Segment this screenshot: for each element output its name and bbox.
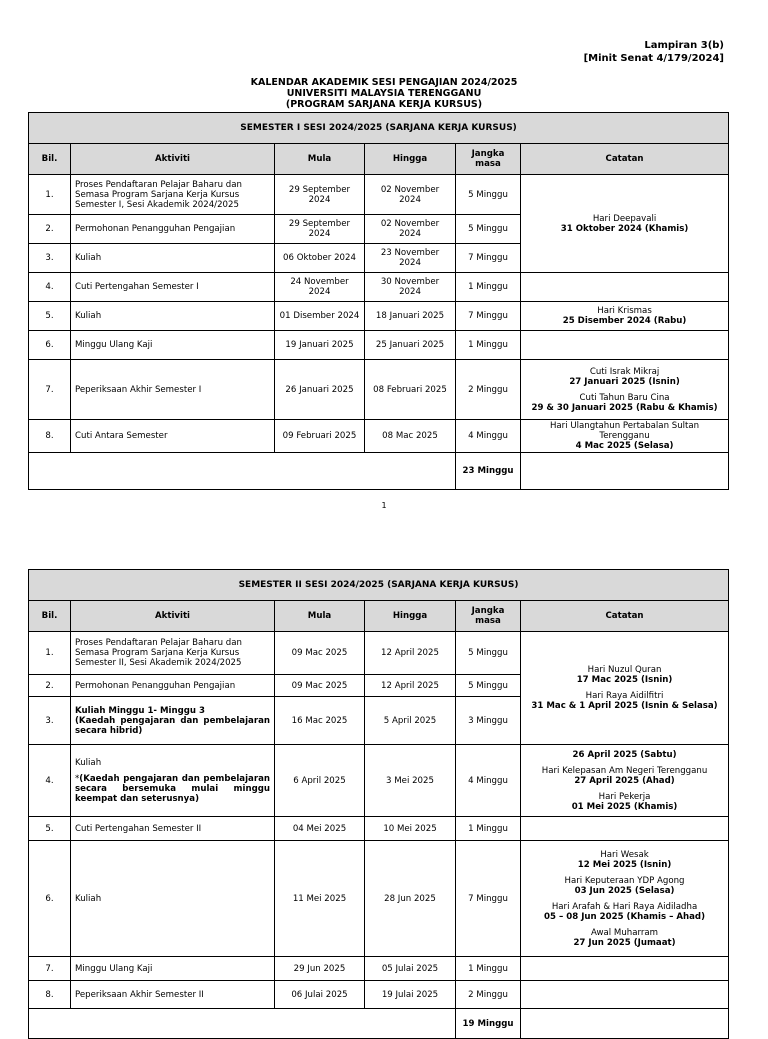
table-row (29, 175, 729, 215)
col-aktiviti: Aktiviti (71, 144, 275, 175)
row-jangka: 4 Minggu (456, 745, 521, 817)
row-bil: 1. (29, 632, 71, 675)
holiday-name: Hari Pekerja (598, 791, 651, 802)
row-aktiviti: Proses Pendaftaran Pelajar Baharu dan Semasa Program Sarjana Kerja Kursus Semester I, Sesi Akademik 2024/2025 (71, 175, 275, 215)
row-aktiviti (71, 697, 275, 745)
row-bil: 5. (29, 302, 71, 331)
total-blank (29, 453, 456, 490)
row-mula: 06 Oktober 2024 (275, 244, 365, 273)
holiday-date: 26 April 2025 (Sabtu) (572, 749, 677, 760)
row-hingga: 02 November 2024 (365, 175, 456, 215)
table-row (29, 817, 729, 841)
total-catatan (521, 453, 729, 490)
total-weeks: 23 Minggu (456, 453, 521, 490)
row-hingga: 12 April 2025 (365, 632, 456, 675)
semester-1-table (28, 112, 729, 490)
row-aktiviti: Cuti Antara Semester (71, 420, 275, 453)
row-aktiviti: Permohonan Penangguhan Pengajian (71, 675, 275, 697)
row-jangka: 5 Minggu (456, 215, 521, 244)
row-bil: 7. (29, 360, 71, 420)
catatan-empty (521, 957, 729, 981)
row-hingga: 12 April 2025 (365, 675, 456, 697)
row-jangka: 5 Minggu (456, 632, 521, 675)
minit-senat-label: [Minit Senat 4/179/2024] (583, 53, 724, 64)
row-jangka: 7 Minggu (456, 302, 521, 331)
holiday-name: Hari Arafah & Hari Raya Aidiladha (551, 901, 698, 912)
holiday-date: 31 Mac & 1 April 2025 (Isnin & Selasa) (531, 701, 718, 711)
holiday-name: Hari Krismas (597, 306, 652, 316)
col-aktiviti: Aktiviti (71, 601, 275, 632)
holiday-date: 27 Jun 2025 (Jumaat) (573, 937, 676, 948)
semester-2-table (28, 569, 729, 1039)
row-bil: 1. (29, 175, 71, 215)
row-aktiviti: Peperiksaan Akhir Semester I (71, 360, 275, 420)
table-row (29, 745, 729, 817)
row-mula: 09 Mac 2025 (275, 632, 365, 675)
row-bil: 8. (29, 420, 71, 453)
row-hingga: 28 Jun 2025 (365, 841, 456, 957)
asterisk-mark: * (75, 773, 80, 784)
col-jangka-masa: Jangka masa (456, 601, 521, 632)
row-bil: 3. (29, 244, 71, 273)
catatan-empty (521, 817, 729, 841)
row-bil: 2. (29, 215, 71, 244)
total-weeks: 19 Minggu (456, 1009, 521, 1039)
holiday-name: Cuti Israk Mikraj (589, 366, 660, 377)
row-jangka: 2 Minggu (456, 981, 521, 1009)
row-hingga: 3 Mei 2025 (365, 745, 456, 817)
table-row (29, 957, 729, 981)
table-row (29, 632, 729, 675)
catatan-israk-cina (521, 360, 729, 420)
catatan-nuzul-aidilfitri (521, 632, 729, 745)
row-hingga: 05 Julai 2025 (365, 957, 456, 981)
aktiviti-label: Kuliah Minggu 1- Minggu 3 (75, 705, 206, 716)
col-bil: Bil. (29, 144, 71, 175)
row-aktiviti (71, 745, 275, 817)
row-mula: 29 September 2024 (275, 215, 365, 244)
row-bil: 6. (29, 841, 71, 957)
holiday-date: 4 Mac 2025 (Selasa) (575, 441, 674, 451)
table-row (29, 981, 729, 1009)
row-hingga: 23 November 2024 (365, 244, 456, 273)
title-line-1: KALENDAR AKADEMIK SESI PENGAJIAN 2024/2025 (250, 77, 518, 88)
lampiran-label: Lampiran 3(b) (644, 40, 724, 51)
row-mula: 09 Februari 2025 (275, 420, 365, 453)
holiday-date: 17 Mac 2025 (Isnin) (576, 675, 673, 685)
row-bil: 6. (29, 331, 71, 360)
col-mula: Mula (275, 601, 365, 632)
row-bil: 5. (29, 817, 71, 841)
row-hingga: 18 Januari 2025 (365, 302, 456, 331)
row-hingga: 10 Mei 2025 (365, 817, 456, 841)
row-bil: 2. (29, 675, 71, 697)
page-number: 1 (381, 501, 387, 510)
row-aktiviti: Minggu Ulang Kaji (71, 331, 275, 360)
row-jangka: 1 Minggu (456, 331, 521, 360)
row-bil: 4. (29, 273, 71, 302)
holiday-date: 31 Oktober 2024 (Khamis) (560, 223, 689, 234)
row-mula: 16 Mac 2025 (275, 697, 365, 745)
col-hingga: Hingga (365, 601, 456, 632)
catatan-krismas (521, 302, 729, 331)
row-jangka: 5 Minggu (456, 675, 521, 697)
row-mula: 04 Mei 2025 (275, 817, 365, 841)
catatan-empty (521, 981, 729, 1009)
row-jangka: 1 Minggu (456, 817, 521, 841)
row-mula: 26 Januari 2025 (275, 360, 365, 420)
holiday-date: 03 Jun 2025 (Selasa) (574, 885, 675, 896)
document-reference (584, 39, 724, 65)
catatan-wesak-muharram (521, 841, 729, 957)
row-jangka: 1 Minggu (456, 273, 521, 302)
col-catatan: Catatan (521, 601, 729, 632)
catatan-deepavali (521, 175, 729, 273)
holiday-date: 25 Disember 2024 (Rabu) (562, 316, 687, 326)
holiday-date: 05 – 08 Jun 2025 (Khamis – Ahad) (544, 911, 706, 922)
row-mula: 11 Mei 2025 (275, 841, 365, 957)
semester-1-title: SEMESTER I SESI 2024/2025 (SARJANA KERJA KURSUS) (29, 113, 729, 144)
row-aktiviti: Permohonan Penangguhan Pengajian (71, 215, 275, 244)
row-mula: 19 Januari 2025 (275, 331, 365, 360)
holiday-date: 27 Januari 2025 (Isnin) (569, 376, 680, 387)
catatan-kelepasan-pekerja (521, 745, 729, 817)
row-aktiviti: Kuliah (71, 244, 275, 273)
row-aktiviti: Kuliah (71, 841, 275, 957)
holiday-name: Hari Ulangtahun Pertabalan Sultan Terengganu (549, 421, 700, 441)
table-row (29, 420, 729, 453)
row-hingga: 08 Mac 2025 (365, 420, 456, 453)
row-mula: 29 Jun 2025 (275, 957, 365, 981)
row-jangka: 2 Minggu (456, 360, 521, 420)
row-mula: 06 Julai 2025 (275, 981, 365, 1009)
row-bil: 7. (29, 957, 71, 981)
holiday-date: 12 Mei 2025 (Isnin) (577, 859, 672, 870)
row-jangka: 5 Minggu (456, 175, 521, 215)
holiday-name: Hari Kelepasan Am Negeri Terengganu (541, 765, 708, 776)
document-title (0, 77, 768, 110)
row-aktiviti: Kuliah (71, 302, 275, 331)
holiday-name: Hari Raya Aidilfitri (585, 691, 664, 701)
title-line-2: UNIVERSITI MALAYSIA TERENGGANU (286, 88, 482, 99)
table-row (29, 360, 729, 420)
col-catatan: Catatan (521, 144, 729, 175)
table-row (29, 273, 729, 302)
row-aktiviti: Peperiksaan Akhir Semester II (71, 981, 275, 1009)
row-jangka: 3 Minggu (456, 697, 521, 745)
row-bil: 4. (29, 745, 71, 817)
catatan-empty (521, 273, 729, 302)
row-aktiviti: Cuti Pertengahan Semester II (71, 817, 275, 841)
holiday-name: Hari Keputeraan YDP Agong (564, 875, 685, 886)
row-jangka: 4 Minggu (456, 420, 521, 453)
row-bil: 8. (29, 981, 71, 1009)
catatan-sultan (521, 420, 729, 453)
row-hingga: 02 November 2024 (365, 215, 456, 244)
row-hingga: 19 Julai 2025 (365, 981, 456, 1009)
aktiviti-note: (Kaedah pengajaran dan pembelajaran secara bersemuka mulai minggu keempat dan seterusnya) (75, 773, 270, 804)
col-mula: Mula (275, 144, 365, 175)
aktiviti-label: Kuliah (75, 757, 102, 768)
holiday-name: Awal Muharram (590, 927, 659, 938)
semester-2-title: SEMESTER II SESI 2024/2025 (SARJANA KERJA KURSUS) (29, 570, 729, 601)
holiday-name: Hari Wesak (600, 849, 649, 860)
aktiviti-note: (Kaedah pengajaran dan pembelajaran secara hibrid) (75, 715, 270, 736)
row-jangka: 1 Minggu (456, 957, 521, 981)
row-mula: 29 September 2024 (275, 175, 365, 215)
row-mula: 6 April 2025 (275, 745, 365, 817)
row-mula: 09 Mac 2025 (275, 675, 365, 697)
col-jangka-masa: Jangka masa (456, 144, 521, 175)
catatan-empty (521, 331, 729, 360)
col-bil: Bil. (29, 601, 71, 632)
row-mula: 01 Disember 2024 (275, 302, 365, 331)
row-mula: 24 November 2024 (275, 273, 365, 302)
row-jangka: 7 Minggu (456, 841, 521, 957)
title-line-3: (PROGRAM SARJANA KERJA KURSUS) (285, 99, 483, 110)
holiday-name: Cuti Tahun Baru Cina (579, 392, 670, 403)
holiday-date: 29 & 30 Januari 2025 (Rabu & Khamis) (531, 402, 718, 413)
holiday-date: 27 April 2025 (Ahad) (574, 775, 675, 786)
holiday-date: 01 Mei 2025 (Khamis) (571, 801, 678, 812)
row-jangka: 7 Minggu (456, 244, 521, 273)
holiday-name: Hari Deepavali (592, 213, 657, 224)
row-hingga: 25 Januari 2025 (365, 331, 456, 360)
aktiviti-note-wrap (75, 774, 270, 804)
row-bil: 3. (29, 697, 71, 745)
total-row (29, 453, 729, 490)
col-hingga: Hingga (365, 144, 456, 175)
table-row (29, 841, 729, 957)
row-aktiviti: Proses Pendaftaran Pelajar Baharu dan Semasa Program Sarjana Kerja Kursus Semester II, Sesi Akademik 2024/2025 (71, 632, 275, 675)
holiday-name: Hari Nuzul Quran (587, 665, 662, 675)
row-hingga: 30 November 2024 (365, 273, 456, 302)
row-hingga: 5 April 2025 (365, 697, 456, 745)
row-aktiviti: Minggu Ulang Kaji (71, 957, 275, 981)
table-row (29, 302, 729, 331)
table-row (29, 331, 729, 360)
row-hingga: 08 Februari 2025 (365, 360, 456, 420)
row-aktiviti: Cuti Pertengahan Semester I (71, 273, 275, 302)
